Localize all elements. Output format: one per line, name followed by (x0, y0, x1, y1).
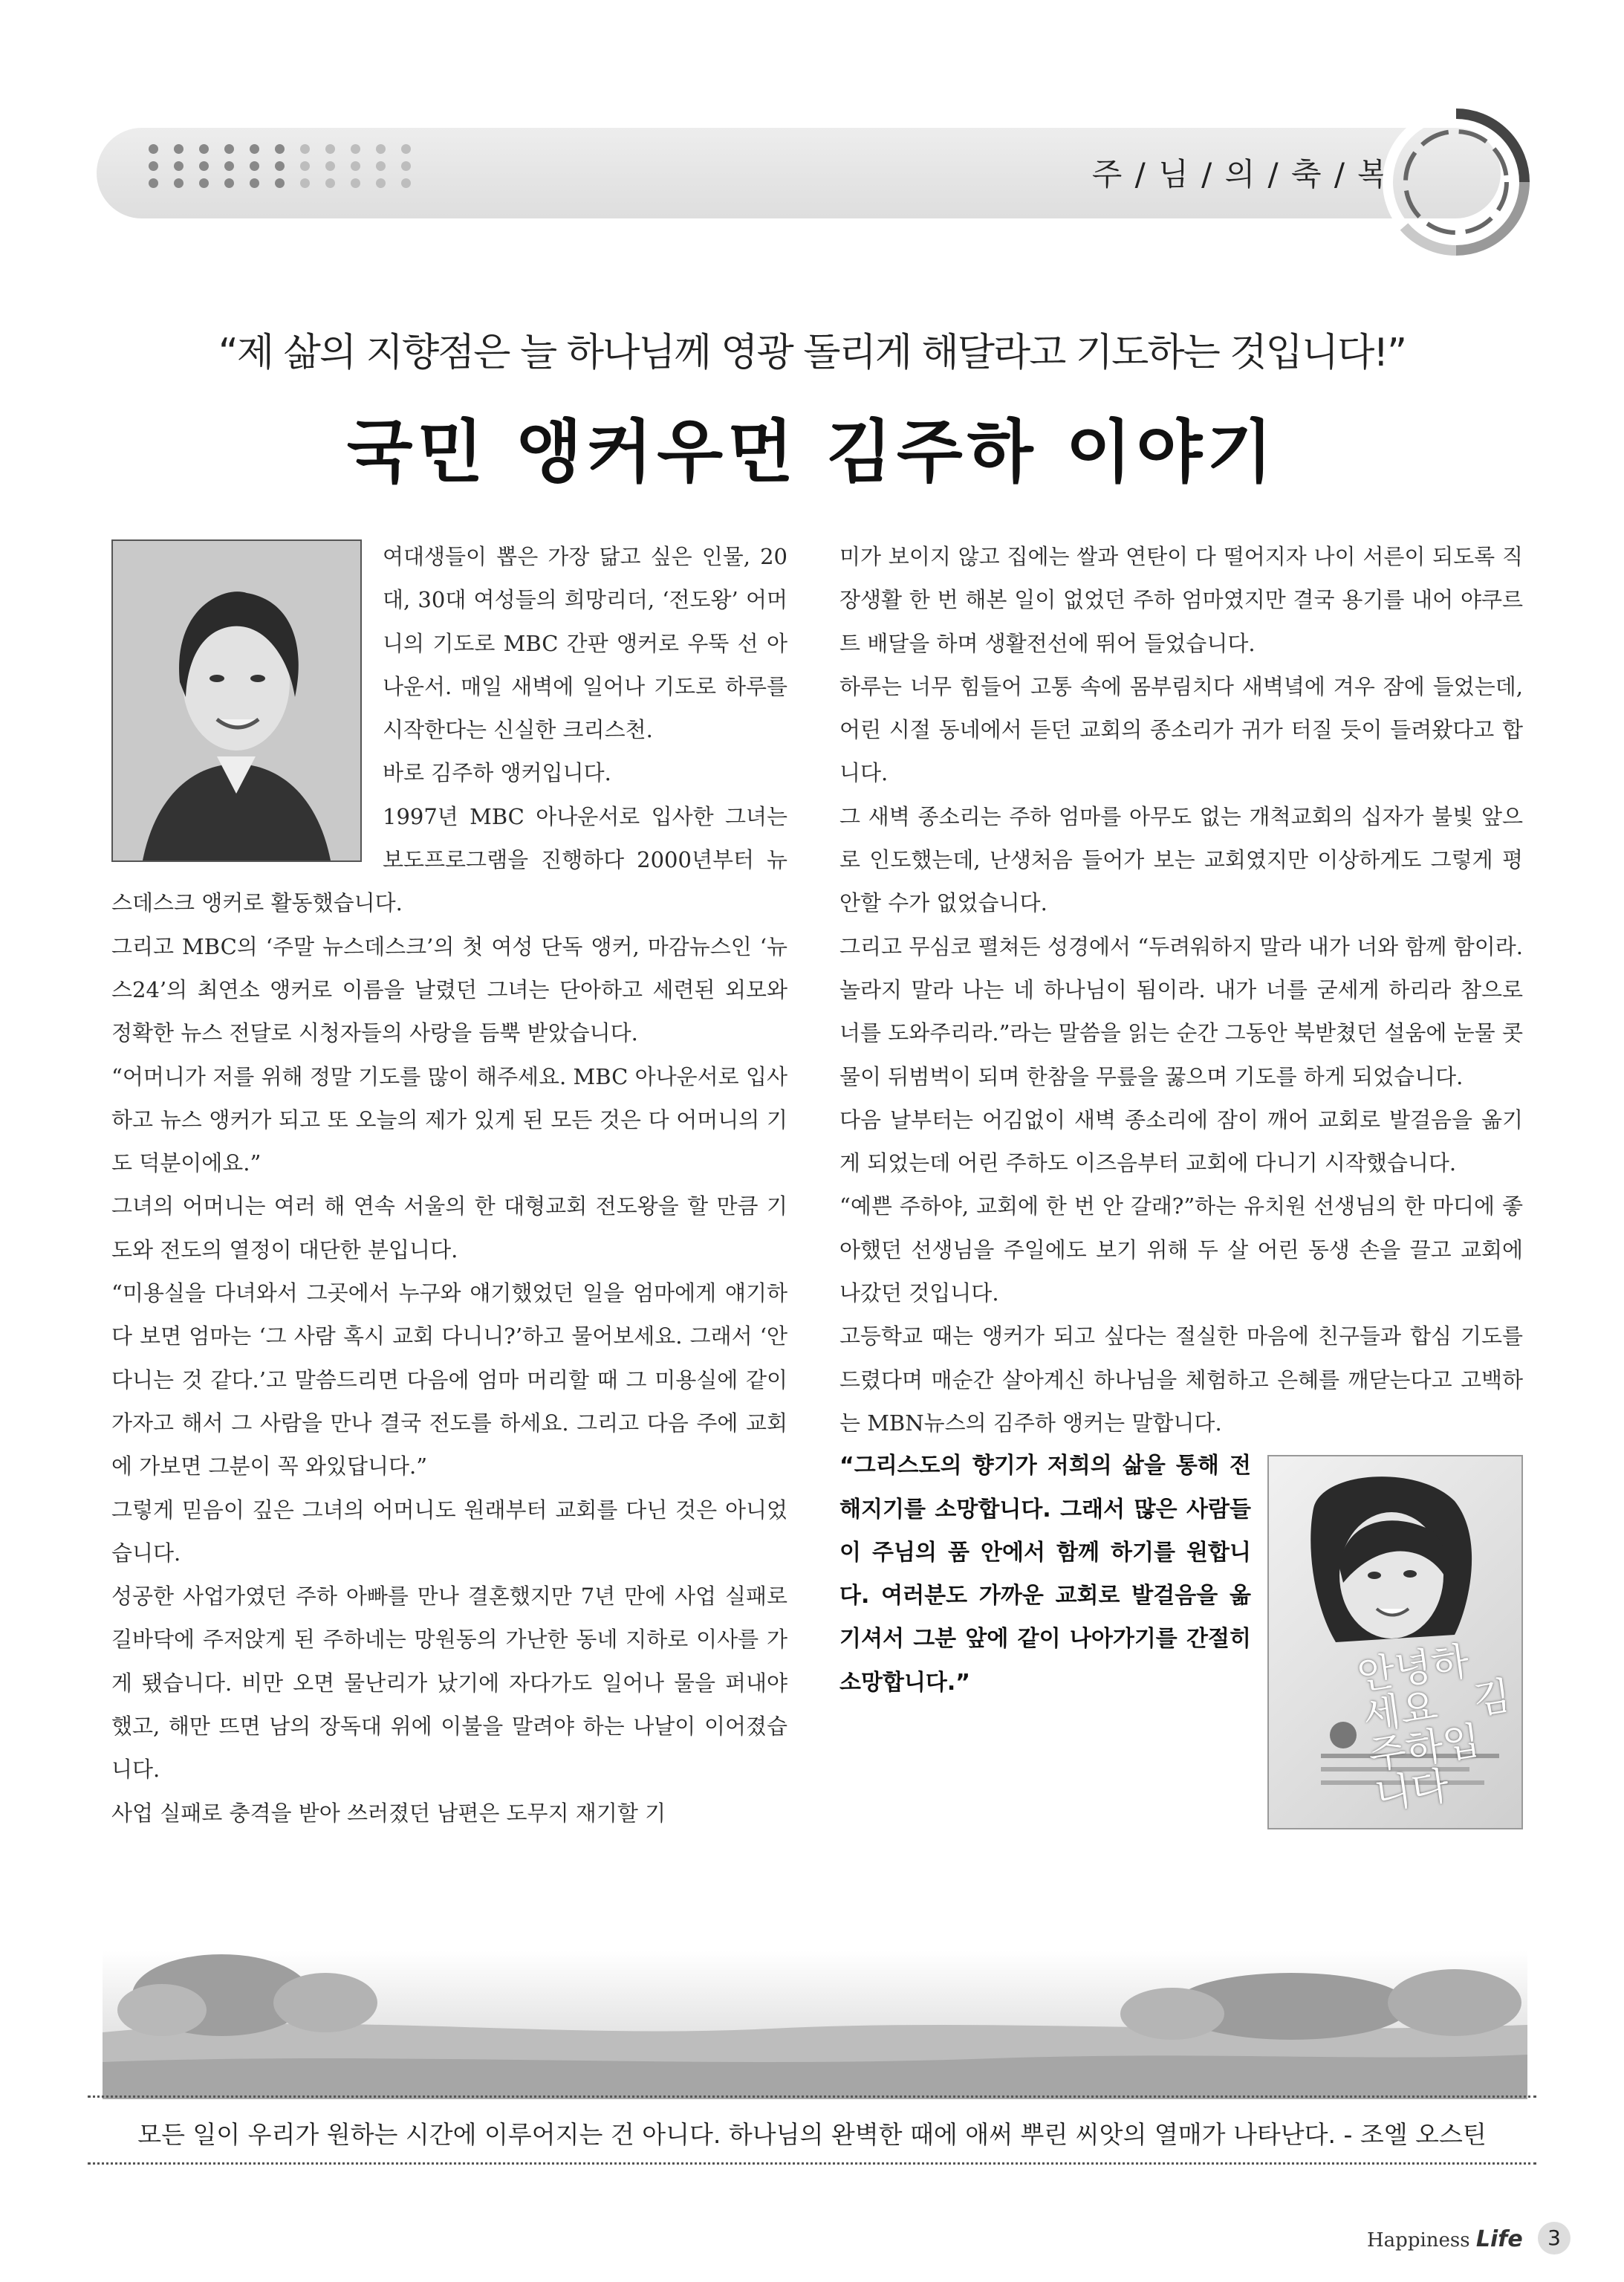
footer-quote: 모든 일이 우리가 원하는 시간에 이루어지는 건 아니다. 하나님의 완벽한 때에 애써 뿌린 씨앗의 열매가 나타난다. - 조엘 오스틴 (137, 2120, 1487, 2149)
paragraph: 그녀의 어머니는 여러 해 연속 서울의 한 대형교회 전도왕을 할 만큼 기도와 전도의 열정이 대단한 분입니다. (111, 1193, 787, 1262)
dot-pattern-decoration (149, 144, 418, 188)
brand-prefix: Happiness (1367, 2229, 1470, 2252)
dot-icon (224, 144, 234, 154)
paragraph: 성공한 사업가였던 주하 아빠를 만나 결혼했지만 7년 만에 사업 실패로 길바닥에 주저앉게 된 주하네는 망원동의 가난한 동네 지하로 이사를 가게 됐습니다. 비만 오면 물난리가 났기에 자다가도 일어나 물을 퍼내야 했고, 해만 뜨면 남의 장독대 위에 이불을 말려야 하는 나날이 이어졌습니다. (111, 1584, 787, 1783)
paragraph: 여대생들이 뽑은 가장 닮고 싶은 인물, 20대, 30대 여성들의 희망리더, ‘전도왕’ 어머니의 기도로 MBC 간판 앵커로 우뚝 선 아나운서. 매일 새벽에 일어나 기도로 하루를 시작한다는 신실한 크리스천. (383, 544, 787, 743)
paragraph: 미가 보이지 않고 집에는 쌀과 연탄이 다 떨어지자 나이 서른이 되도록 직장생활 한 번 해본 일이 없었던 주하 엄마였지만 결국 용기를 내어 야쿠르트 배달을 하며 생활전선에 뛰어 들었습니다. (839, 544, 1523, 656)
dot-icon (401, 161, 411, 171)
dot-icon (351, 161, 360, 171)
dot-icon (224, 161, 234, 171)
landscape-illustration (103, 1951, 1527, 2099)
dot-icon (351, 178, 360, 188)
dot-icon (376, 161, 386, 171)
paragraph: “미용실을 다녀와서 그곳에서 누구와 얘기했었던 일을 엄마에게 얘기하다 보면 엄마는 ‘그 사람 혹시 교회 다니니?’하고 물어보세요. 그래서 ‘안 다니는 것 같다.’고 말씀드리면 다음에 엄마 머리할 때 그 미용실에 같이 가자고 해서 그 사람을 만나 결국 전도를 하세요. 그리고 다음 주에 교회에 가보면 그분이 꼭 와있답니다.” (111, 1280, 787, 1479)
dot-icon (300, 161, 310, 171)
paragraph: 그리고 MBC의 ‘주말 뉴스데스크’의 첫 여성 단독 앵커, 마감뉴스인 ‘뉴스24’의 최연소 앵커로 이름을 날렸던 그녀는 단아하고 세련된 외모와 정확한 뉴스 전달로 시청자들의 사랑을 듬뿍 받았습니다. (111, 933, 787, 1046)
paragraph: 1997년 MBC 아나운서로 입사한 그녀는 보도프로그램을 진행하다 2000년부터 뉴스데스크 앵커로 활동했습니다. (111, 803, 787, 916)
article-column-left (111, 535, 787, 1835)
dot-icon (275, 178, 285, 188)
dot-icon (376, 144, 386, 154)
book-cover-image (1267, 1455, 1523, 1829)
article-title: 국민 앵커우먼 김주하 이야기 (346, 412, 1278, 492)
article-column-right (839, 535, 1523, 1829)
headline-quote: “제 삶의 지향점은 늘 하나님께 영광 돌리게 해달라고 기도하는 것입니다!” (218, 331, 1406, 375)
dot-icon (199, 144, 209, 154)
section-banner (97, 128, 1501, 218)
paragraph: 다음 날부터는 어김없이 새벽 종소리에 잠이 깨어 교회로 발걸음을 옮기게 되었는데 어린 주하도 이즈음부터 교회에 다니기 시작했습니다. (839, 1106, 1523, 1176)
page-number: 3 (1538, 2222, 1571, 2255)
dot-icon (174, 178, 183, 188)
dot-icon (401, 178, 411, 188)
dot-icon (401, 144, 411, 154)
dot-icon (199, 161, 209, 171)
paragraph: 사업 실패로 충격을 받아 쓰러졌던 남편은 도무지 재기할 기 (111, 1800, 666, 1826)
brand-suffix: Life (1475, 2226, 1523, 2252)
portrait-photo (111, 539, 362, 862)
dot-icon (174, 161, 183, 171)
dot-icon (149, 178, 158, 188)
dot-icon (250, 144, 259, 154)
paragraph: “예쁜 주하야, 교회에 한 번 안 갈래?”하는 유치원 선생님의 한 마디에 좋아했던 선생님을 주일에도 보기 위해 두 살 어린 동생 손을 끌고 교회에 나갔던 것입니다. (839, 1193, 1523, 1306)
dot-icon (300, 178, 310, 188)
dot-icon (300, 144, 310, 154)
ring-decoration-icon (1378, 104, 1534, 260)
paragraph: 하루는 너무 힘들어 고통 속에 몸부림치다 새벽녘에 겨우 잠에 들었는데, 어린 시절 동네에서 듣던 교회의 종소리가 귀가 터질 듯이 들려왔다고 합니다. (839, 673, 1523, 786)
dot-icon (325, 178, 335, 188)
dot-icon (275, 161, 285, 171)
book-title: 안녕하세요 김주하입니다 (1354, 1639, 1514, 1819)
footer-divider-bottom (88, 2162, 1536, 2165)
dot-icon (224, 178, 234, 188)
dot-icon (325, 161, 335, 171)
paragraph: 그 새벽 종소리는 주하 엄마를 아무도 없는 개척교회의 십자가 불빛 앞으로 인도했는데, 난생처음 들어가 보는 교회였지만 이상하게도 그렇게 평안할 수가 없었습니다. (839, 803, 1523, 916)
paragraph: “어머니가 저를 위해 정말 기도를 많이 해주세요. MBC 아나운서로 입사하고 뉴스 앵커가 되고 또 오늘의 제가 있게 된 모든 것은 다 어머니의 기도 덕분이에요.” (111, 1063, 787, 1176)
dot-icon (174, 144, 183, 154)
dot-icon (199, 178, 209, 188)
dot-icon (250, 178, 259, 188)
paragraph: 고등학교 때는 앵커가 되고 싶다는 절실한 마음에 친구들과 합심 기도를 드렸다며 매순간 살아계신 하나님을 체험하고 은혜를 깨닫는다고 고백하는 MBN뉴스의 김주하 앵커는 말합니다. (839, 1323, 1523, 1436)
dot-icon (351, 144, 360, 154)
paragraph: 그리고 무심코 펼쳐든 성경에서 “두려워하지 말라 내가 너와 함께 함이라. 놀라지 말라 나는 네 하나님이 됨이라. 내가 너를 굳세게 하리라 참으로 너를 도와주리라.”라는 말씀을 읽는 순간 그동안 북받쳤던 설움에 눈물 콧물이 뒤범벅이 되며 한참을 무릎을 꿇으며 기도를 하게 되었습니다. (839, 933, 1523, 1089)
brand-logo (1367, 2226, 1523, 2252)
dot-icon (149, 144, 158, 154)
dot-icon (325, 144, 335, 154)
dot-icon (376, 178, 386, 188)
paragraph: 그렇게 믿음이 깊은 그녀의 어머니도 원래부터 교회를 다닌 것은 아니었습니다. (111, 1497, 787, 1566)
footer-divider-top (88, 2095, 1536, 2098)
paragraph: 바로 김주하 앵커입니다. (383, 760, 611, 786)
section-label: 주 / 님 / 의 / 축 / 복 (1091, 156, 1389, 192)
dot-icon (275, 144, 285, 154)
dot-icon (149, 161, 158, 171)
dot-icon (250, 161, 259, 171)
callout-quote: “그리스도의 향기가 저희의 삶을 통해 전해지기를 소망합니다. 그래서 많은 사람들이 주님의 품 안에서 함께 하기를 원합니다. 여러분도 가까운 교회로 발걸음을 옮기셔서 그분 앞에 같이 나아가기를 간절히 소망합니다.” (839, 1453, 1251, 1696)
